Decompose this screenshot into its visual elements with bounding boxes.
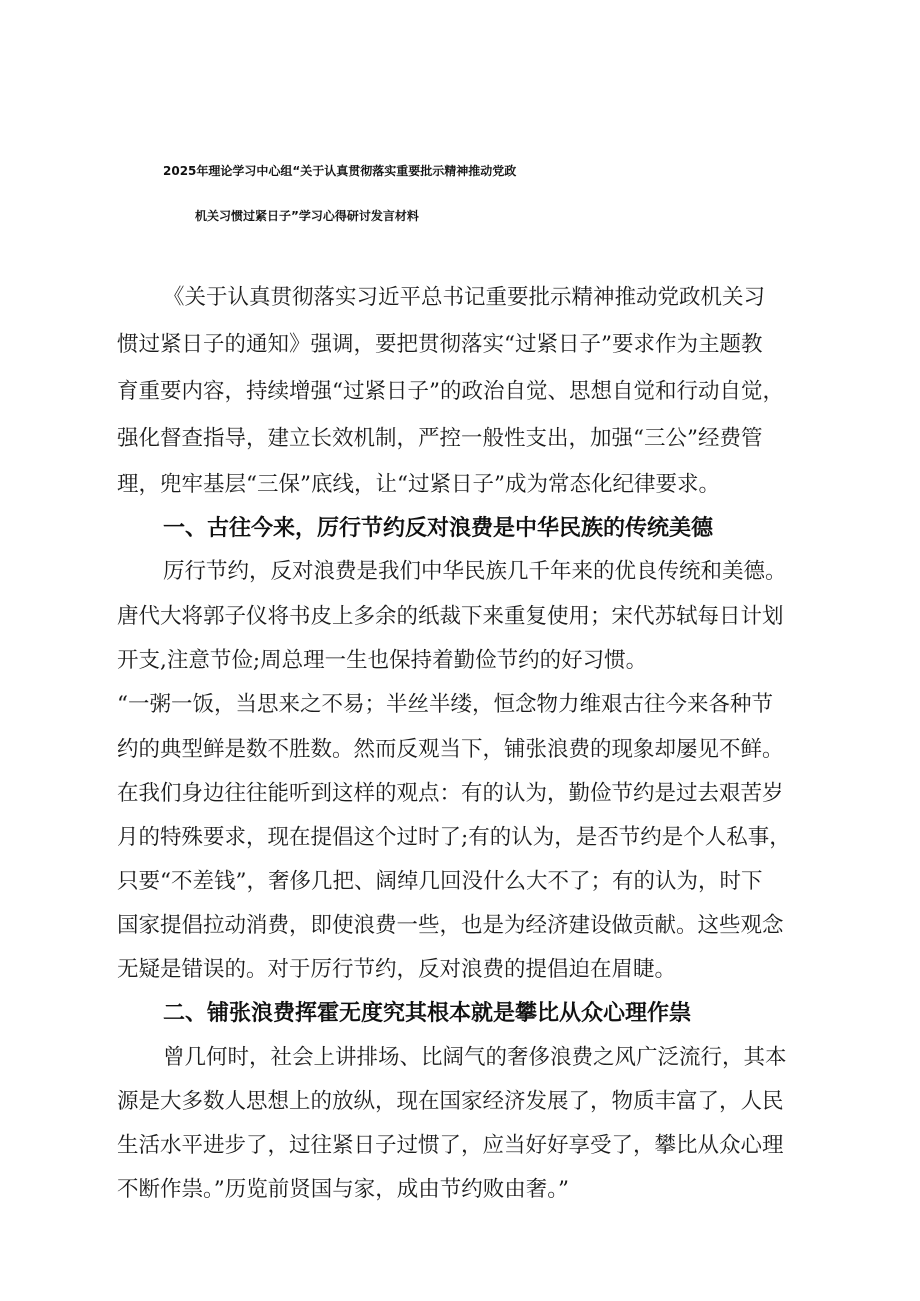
section-1-line: 开支,注意节俭;周总理一生也保持着勤俭节约的好习惯。	[117, 648, 648, 673]
section-1-line: 只要“不差钱”，奢侈几把、阔绰几回没什么大不了；有的认为，时下	[117, 869, 763, 894]
intro-line: 强化督查指导，建立长效机制，严控一般性支出，加强“三公”经费管	[117, 426, 763, 451]
intro-line: 理，兜牢基层“三保”底线，让“过紧日子”成为常态化纪律要求。	[117, 472, 720, 497]
section-1-line: 约的典型鲜是数不胜数。然而反观当下，铺张浪费的现象却屡见不鲜。	[117, 737, 784, 762]
document-title-line-2: 机关习惯过紧日子”学习心得研讨发言材料	[195, 209, 419, 223]
section-1-line: 唐代大将郭子仪将书皮上多余的纸裁下来重复使用；宋代苏轼每日计划	[117, 604, 784, 629]
section-2-line: 源是大多数人思想上的放纵，现在国家经济发展了，物质丰富了，人民	[117, 1089, 784, 1114]
section-1-heading: 一、古往今来，厉行节约反对浪费是中华民族的传统美德	[163, 516, 714, 541]
section-2-heading: 二、铺张浪费挥霍无度究其根本就是攀比从众心理作祟	[163, 1001, 692, 1026]
section-1-line: 国家提倡拉动消费，即使浪费一些，也是为经济建设做贡献。这些观念	[117, 913, 784, 938]
document-title-line-1: 2025年理论学习中心组“关于认真贯彻落实重要批示精神推动党政	[163, 164, 517, 178]
section-1-line: 月的特殊要求，现在提倡这个过时了;有的认为，是否节约是个人私事，	[117, 825, 791, 850]
section-1-line: 无疑是错误的。对于厉行节约，反对浪费的提倡迫在眉睫。	[117, 957, 677, 982]
section-1-line: “一粥一饭，当思来之不易；半丝半缕，恒念物力维艰古往今来各种节	[117, 692, 773, 717]
section-2-line: 不断作祟。”历览前贤国与家，成由节约败由奢。”	[117, 1177, 569, 1202]
section-2-line: 曾几何时，社会上讲排场、比阔气的奢侈浪费之风广泛流行，其本	[163, 1045, 787, 1070]
section-1-line: 厉行节约，反对浪费是我们中华民族几千年来的优良传统和美德。	[163, 559, 787, 584]
intro-line: 惯过紧日子的通知》强调，要把贯彻落实“过紧日子”要求作为主题教	[117, 332, 763, 357]
intro-line: 育重要内容，持续增强“过紧日子”的政治自觉、思想自觉和行动自觉，	[117, 379, 784, 404]
section-2-line: 生活水平进步了，过往紧日子过惯了，应当好好享受了，攀比从众心理	[117, 1133, 784, 1158]
intro-line: 《关于认真贯彻落实习近平总书记重要批示精神推动党政机关习	[163, 285, 766, 310]
section-1-line: 在我们身边往往能听到这样的观点：有的认为，勤俭节约是过去艰苦岁	[117, 781, 784, 806]
